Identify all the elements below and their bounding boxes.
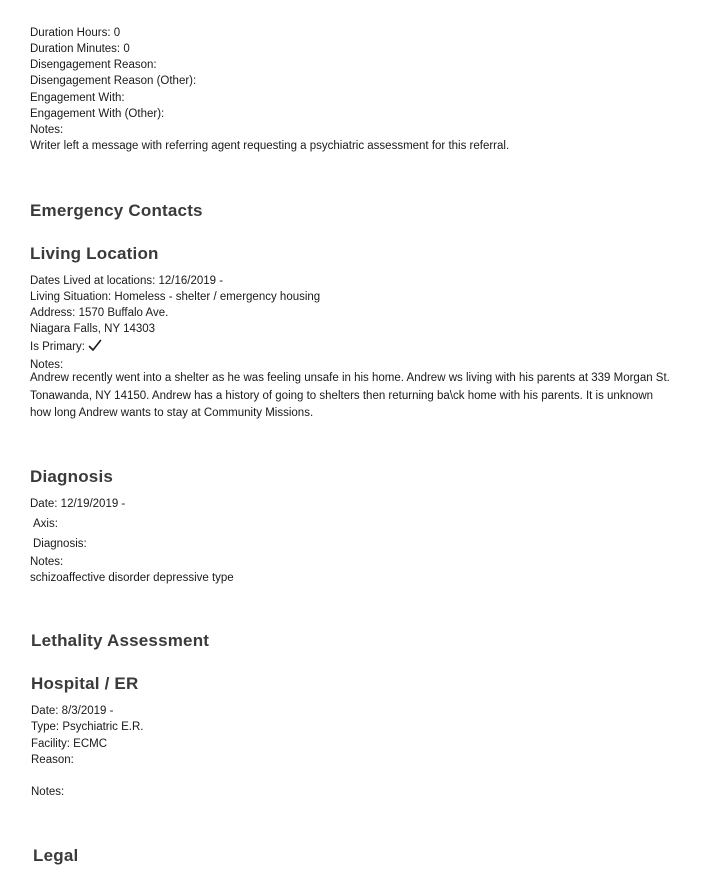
living-location-heading: Living Location <box>30 244 159 263</box>
living-notes-label: Notes: <box>30 359 64 371</box>
emergency-contacts-heading: Emergency Contacts <box>30 201 203 220</box>
is-primary-label: Is Primary: <box>30 341 85 353</box>
hospital-facility: Facility: ECMC <box>31 738 108 750</box>
lethality-assessment-heading: Lethality Assessment <box>31 631 210 650</box>
hospital-date: Date: 8/3/2019 - <box>31 705 114 717</box>
diagnosis-axis: Axis: <box>33 518 58 530</box>
hospital-reason: Reason: <box>31 754 74 766</box>
legal-heading: Legal <box>33 846 79 865</box>
diagnosis-diagnosis: Diagnosis: <box>33 538 87 550</box>
engagement-with: Engagement With: <box>30 92 125 104</box>
diagnosis-notes-label: Notes: <box>30 556 64 568</box>
duration-hours: Duration Hours: 0 <box>30 27 121 39</box>
hospital-type: Type: Psychiatric E.R. <box>31 721 144 733</box>
hospital-er-heading: Hospital / ER <box>31 674 139 693</box>
living-notes-text: Andrew recently went into a shelter as he was feeling unsafe in his home. Andrew ws living with his parents at 339 Morgan St. Tonawanda, NY 14150. Andrew has a history of going to shelters then returning ba\ck home with his parents. It is unknown how long Andrew wants to stay at Community Missions. <box>30 372 670 419</box>
address-line-2: Niagara Falls, NY 14303 <box>30 323 156 335</box>
hospital-notes-label: Notes: <box>31 786 65 798</box>
is-primary <box>30 339 102 357</box>
living-situation: Living Situation: Homeless - shelter / emergency housing <box>30 291 321 303</box>
engagement-with-other: Engagement With (Other): <box>30 108 165 120</box>
dates-lived: Dates Lived at locations: 12/16/2019 - <box>30 275 224 287</box>
checkmark-icon <box>88 339 102 357</box>
disengagement-reason: Disengagement Reason: <box>30 59 157 71</box>
engagement-notes-text: Writer left a message with referring agent requesting a psychiatric assessment for this referral. <box>30 140 510 152</box>
address-line-1: Address: 1570 Buffalo Ave. <box>30 307 169 319</box>
engagement-notes-label: Notes: <box>30 124 64 136</box>
diagnosis-notes-text: schizoaffective disorder depressive type <box>30 572 234 584</box>
diagnosis-date: Date: 12/19/2019 - <box>30 498 126 510</box>
disengagement-reason-other: Disengagement Reason (Other): <box>30 75 197 87</box>
diagnosis-heading: Diagnosis <box>30 467 114 486</box>
duration-minutes: Duration Minutes: 0 <box>30 43 130 55</box>
